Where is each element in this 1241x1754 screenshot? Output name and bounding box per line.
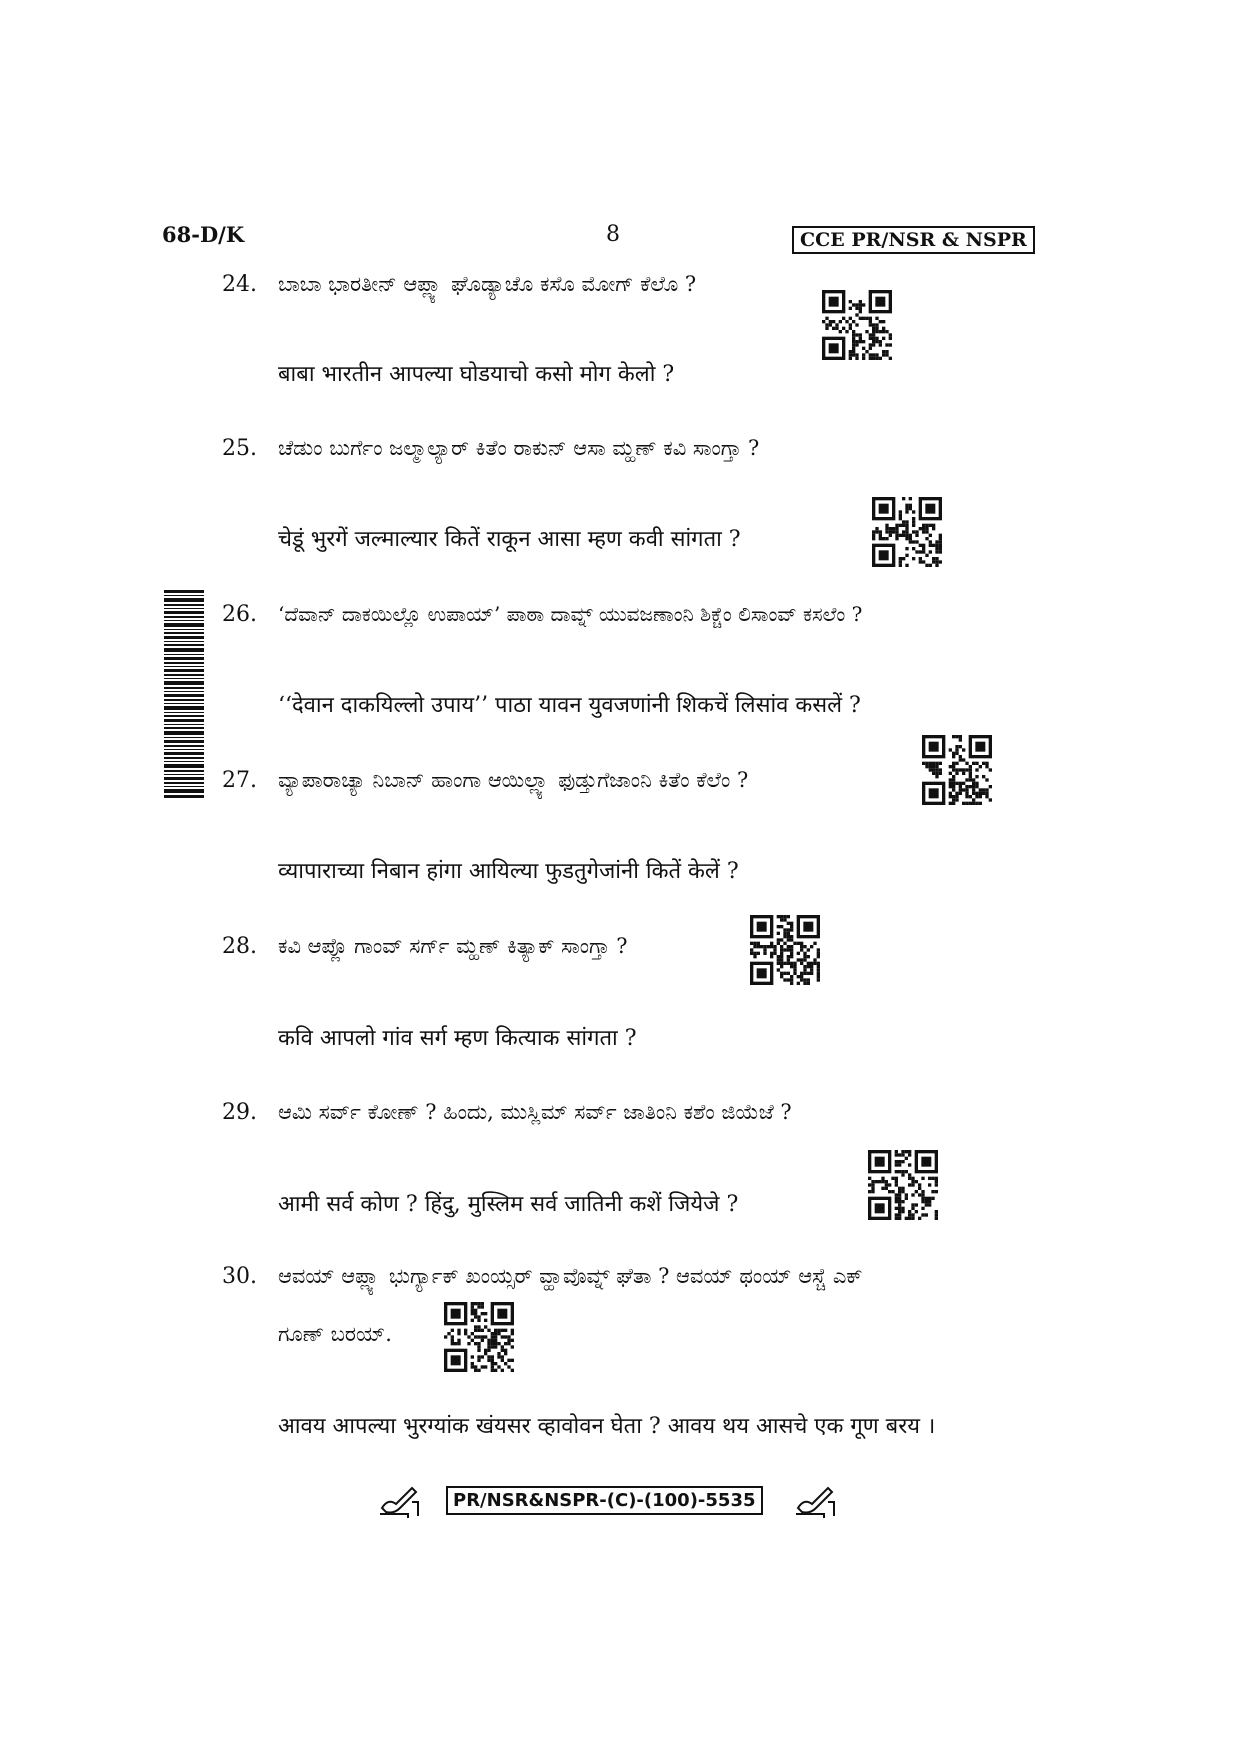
qr-code-icon	[822, 290, 892, 360]
qr-code-icon	[872, 497, 942, 567]
question-devanagari: व्यापाराच्या निबान हांगा आयिल्या फुडतुगेजांनी कितें केलें ?	[278, 859, 739, 884]
footer-paper-code: PR/NSR&NSPR-(C)-(100)-5535	[446, 1486, 763, 1515]
question-kannada: ‘ದೆವಾನ್ ದಾಕಯಿಲ್ಲೊ ಉಪಾಯ್’ ಪಾಠಾ ದಾವ್ನ್ ಯುವಜಣಾಂನಿ ಶಿಕ್ಚೆಂ ಲಿಸಾಂವ್ ಕಸಲೆಂ ?	[278, 602, 863, 626]
qr-code-icon	[868, 1150, 938, 1220]
question-number: 24.	[222, 272, 257, 297]
question-devanagari: आमी सर्व कोण ? हिंदु, मुस्लिम सर्व जातिनी कशें जियेजे ?	[278, 1192, 739, 1217]
question-devanagari: बाबा भारतीन आपल्या घोडयाचो कसो मोग केलो ?	[278, 362, 675, 387]
question-devanagari: ‘‘देवान दाकयिल्लो उपाय’’ पाठा यावन युवजणांनी शिकचें लिसांव कसलें ?	[278, 693, 861, 718]
pen-writing-icon	[378, 1484, 420, 1518]
question-number: 29.	[222, 1100, 257, 1125]
question-kannada: ಆವಯ್ ಆಪ್ಲ್ಯಾ ಭುರ್ಗ್ಯಾಕ್ ಖಂಯ್ಸರ್ ವ್ಹಾವೊವ್ನ್ ಘೆತಾ ? ಆವಯ್ ಥಂಯ್ ಆಸ್ಚೆ ಎಕ್	[278, 1264, 863, 1288]
question-number: 27.	[222, 768, 257, 793]
question-kannada: ಕವಿ ಆಪ್ಲೊ ಗಾಂವ್ ಸರ್ಗ್ ಮ್ಹಣ್ ಕಿತ್ಯಾಕ್ ಸಾಂಗ್ತಾ ?	[278, 934, 628, 958]
question-kannada-continued: ಗೂಣ್ ಬರಯ್.	[278, 1322, 392, 1346]
question-kannada: ವ್ಯಾಪಾರಾಚ್ಯಾ ನಿಬಾನ್ ಹಾಂಗಾ ಆಯಿಲ್ಲ್ಯಾ ಫುಡ್ತುಗೆಜಾಂನಿ ಕಿತೆಂ ಕೆಲೆಂ ?	[278, 768, 749, 792]
exam-board-label: CCE PR/NSR & NSPR	[792, 226, 1035, 254]
pen-writing-icon	[794, 1484, 836, 1518]
paper-code: 68-D/K	[162, 222, 245, 247]
question-number: 26.	[222, 602, 257, 627]
question-kannada: ಬಾಬಾ ಭಾರತೀನ್ ಆಪ್ಲ್ಯಾ ಘೊಡ್ಯಾಚೊ ಕಸೊ ಮೋಗ್ ಕೆಲೊ ?	[278, 272, 697, 296]
page-number: 8	[606, 222, 620, 247]
question-devanagari: आवय आपल्या भुरग्यांक खंयसर व्हावोवन घेता ? आवय थय आसचे एक गूण बरय ।	[278, 1414, 936, 1439]
question-kannada: ಚೆಡುಂ ಬುರ್ಗೆಂ ಜಲ್ಮಾಲ್ಯಾರ್ ಕಿತೆಂ ರಾಕುನ್ ಆಸಾ ಮ್ಹಣ್ ಕವಿ ಸಾಂಗ್ತಾ ?	[278, 436, 760, 460]
qr-code-icon	[444, 1302, 514, 1372]
question-number: 25.	[222, 436, 257, 461]
question-number: 28.	[222, 934, 257, 959]
question-devanagari: कवि आपलो गांव सर्ग म्हण कित्याक सांगता ?	[278, 1026, 637, 1051]
qr-code-icon	[750, 915, 820, 985]
qr-code-icon	[922, 735, 992, 805]
question-devanagari: चेडूं भुरगें जल्माल्यार कितें राकून आसा म्हण कवी सांगता ?	[278, 527, 741, 552]
question-kannada: ಆಮಿ ಸರ್ವ್ ಕೋಣ್ ? ಹಿಂದು, ಮುಸ್ಲಿಮ್ ಸರ್ವ್ ಜಾತಿಂನಿ ಕಶೆಂ ಜಿಯೆಜೆ ?	[278, 1100, 792, 1124]
question-number: 30.	[222, 1264, 257, 1289]
barcode-icon	[164, 590, 204, 798]
